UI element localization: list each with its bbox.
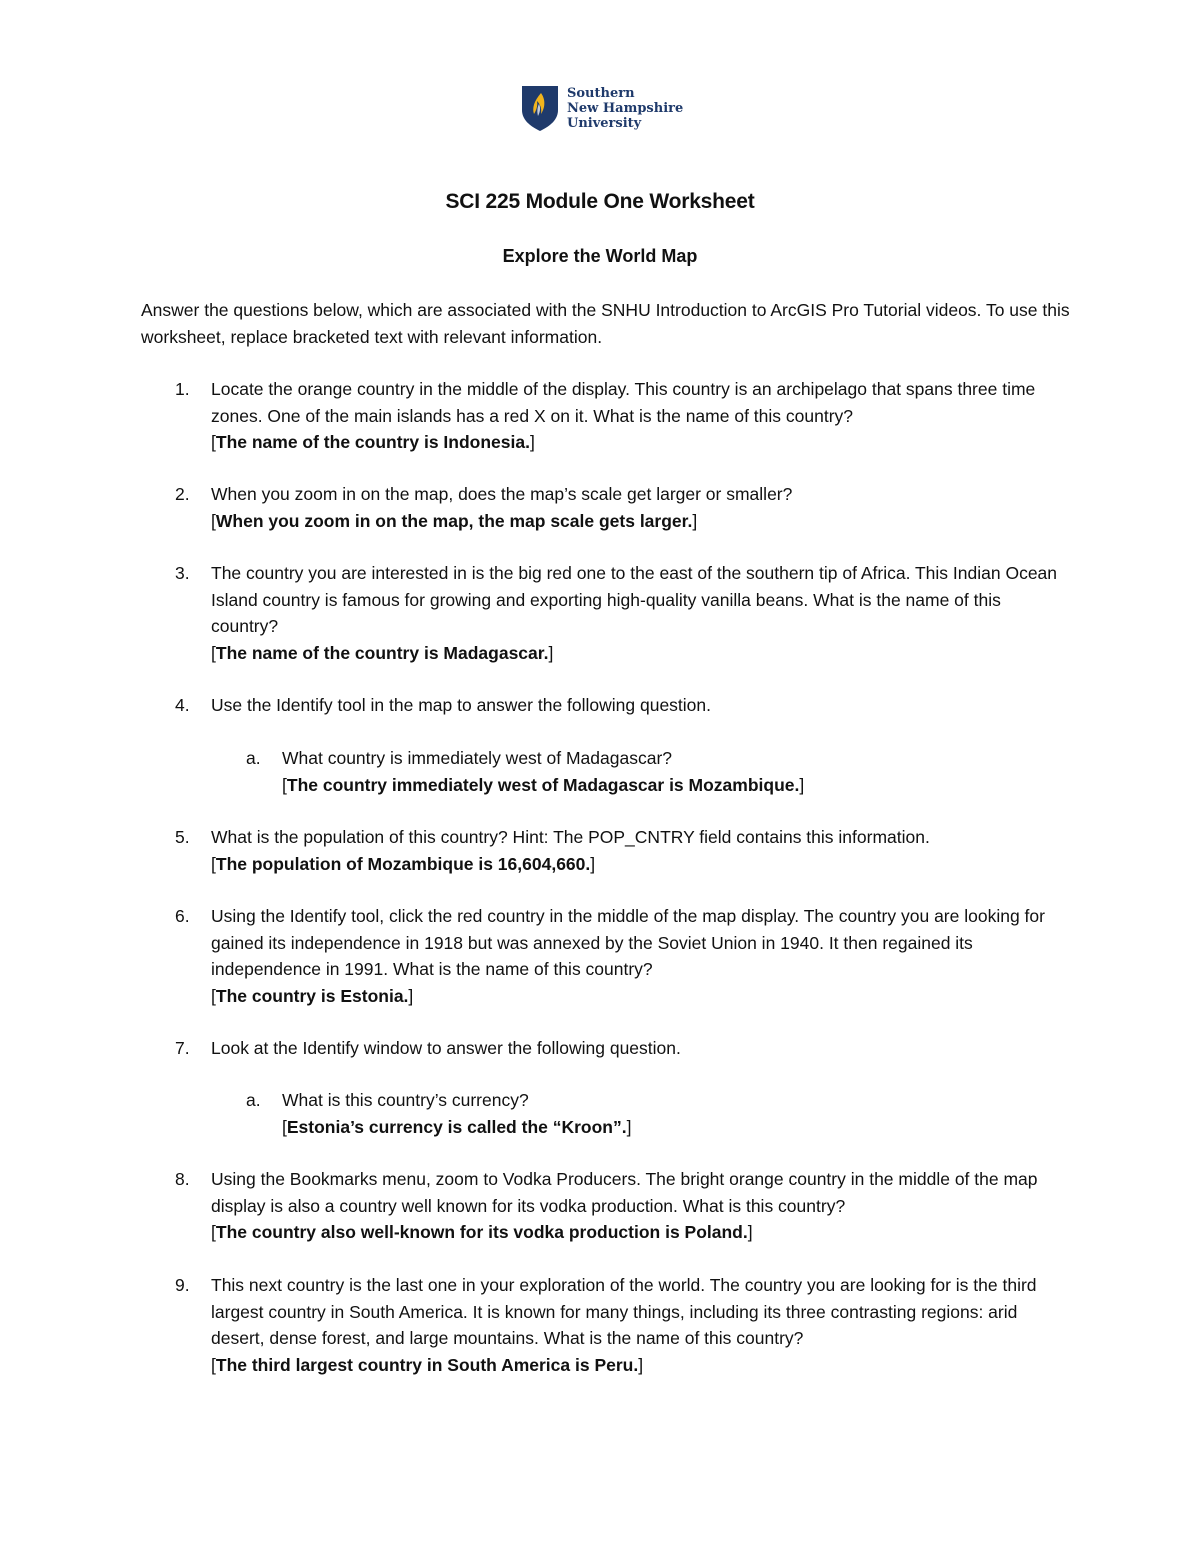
bracket-close: ] (590, 853, 596, 874)
bracket-close: ] (747, 1222, 753, 1242)
answer-text[interactable]: Estonia’s currency is called the “Kroon”. (286, 1116, 627, 1137)
question-4 (141, 692, 1071, 719)
question-4a (211, 745, 1071, 798)
question-2 (141, 481, 1071, 534)
question-5 (141, 824, 1071, 877)
answer-line (211, 508, 1071, 535)
question-text: Using the Bookmarks menu, zoom to Vodka Producers. The bright orange country in the middle of the map display is also a country well known for its vodka production. What is this country? (211, 1169, 1038, 1216)
bracket-close: ] (799, 774, 805, 795)
question-text: What is this country’s currency? (282, 1090, 529, 1110)
question-text: Using the Identify tool, click the red country in the middle of the map display. The country you are looking for gained its independence in 1918 but was annexed by the Soviet Union in 1940. It then regained its independence in 1991. What is the name of this country? (211, 906, 1045, 979)
question-text: Use the Identify tool in the map to answer the following question. (211, 695, 712, 715)
answer-text[interactable]: The country immediately west of Madagascar is Mozambique. (286, 774, 800, 795)
subquestion-letter: a. (246, 748, 261, 768)
question-6 (141, 903, 1071, 1009)
bracket-open: [ (211, 985, 216, 1006)
bracket-open: [ (211, 1354, 216, 1375)
answer-line (211, 640, 1071, 667)
answer-line (282, 772, 1071, 799)
bracket-close: ] (548, 642, 554, 663)
answer-text[interactable]: The population of Mozambique is 16,604,660. (215, 853, 591, 874)
bracket-open: [ (282, 1116, 287, 1137)
intro-paragraph: Answer the questions below, which are associated with the SNHU Introduction to ArcGIS Pro Tutorial videos. To use this worksheet, replace bracketed text with relevant information. (141, 300, 1070, 347)
question-text: Look at the Identify window to answer the following question. (211, 1038, 681, 1058)
question-text: The country you are interested in is the big red one to the east of the southern tip of Africa. This Indian Ocean Island country is famous for growing and exporting high-quality vanilla beans. What is the name of this country? (211, 563, 1058, 636)
logo-line-3: University (567, 116, 642, 131)
question-7 (141, 1035, 1071, 1062)
answer-line (211, 429, 1071, 456)
logo-line-2: New Hampshire (567, 101, 684, 116)
bracket-close: ] (408, 985, 414, 1006)
question-text: This next country is the last one in your exploration of the world. The country you are looking for is the third largest country in South America. It is known for many things, including its three contrasting regions: arid desert, dense forest, and large mountains. What is the name of this country? (211, 1275, 1037, 1348)
answer-line (211, 851, 1071, 878)
answer-text[interactable]: The country is Estonia. (215, 985, 409, 1006)
bracket-open: [ (211, 1222, 216, 1242)
question-number: 1. (175, 379, 190, 399)
subquestion-letter: a. (246, 1090, 261, 1110)
worksheet-title: SCI 225 Module One Worksheet (445, 190, 755, 213)
answer-line (282, 1114, 1071, 1141)
question-number: 7. (175, 1038, 190, 1058)
bracket-close: ] (626, 1116, 632, 1137)
answer-text[interactable]: The name of the country is Indonesia. (215, 432, 530, 452)
question-text: When you zoom in on the map, does the map’s scale get larger or smaller? (211, 484, 793, 504)
question-number: 8. (175, 1169, 190, 1189)
answer-line (211, 1352, 1071, 1379)
question-1 (141, 376, 1071, 456)
question-number: 4. (175, 695, 190, 715)
worksheet-subtitle: Explore the World Map (502, 246, 698, 266)
bracket-open: [ (211, 642, 216, 663)
answer-text[interactable]: The third largest country in South America is Peru. (215, 1354, 639, 1375)
answer-text[interactable]: The name of the country is Madagascar. (215, 642, 549, 663)
question-number: 2. (175, 484, 190, 504)
question-number: 9. (175, 1275, 190, 1295)
question-number: 5. (175, 827, 190, 847)
answer-line (211, 1219, 1071, 1246)
snhu-logo (520, 84, 690, 134)
question-text: Locate the orange country in the middle of the display. This country is an archipelago that spans three time zones. One of the main islands has a red X on it. What is the name of this country? (211, 379, 1036, 426)
bracket-close: ] (529, 432, 535, 452)
question-number: 6. (175, 906, 190, 926)
bracket-close: ] (692, 510, 698, 531)
answer-line (211, 983, 1071, 1010)
question-7a (211, 1087, 1071, 1140)
question-3 (141, 560, 1071, 666)
shield-flame-icon (520, 84, 560, 132)
question-text: What country is immediately west of Madagascar? (282, 748, 673, 768)
question-8 (141, 1166, 1071, 1246)
university-name (567, 86, 683, 131)
bracket-open: [ (211, 432, 216, 452)
bracket-close: ] (638, 1354, 644, 1375)
question-9 (141, 1272, 1071, 1378)
question-text: What is the population of this country? Hint: The POP_CNTRY field contains this information. (211, 827, 930, 847)
bracket-open: [ (282, 774, 287, 795)
bracket-open: [ (211, 510, 216, 531)
answer-text[interactable]: The country also well-known for its vodka production is Poland. (215, 1222, 748, 1242)
logo-line-1: Southern (567, 86, 635, 101)
answer-text[interactable]: When you zoom in on the map, the map scale gets larger. (215, 510, 693, 531)
question-number: 3. (175, 563, 190, 583)
bracket-open: [ (211, 853, 216, 874)
